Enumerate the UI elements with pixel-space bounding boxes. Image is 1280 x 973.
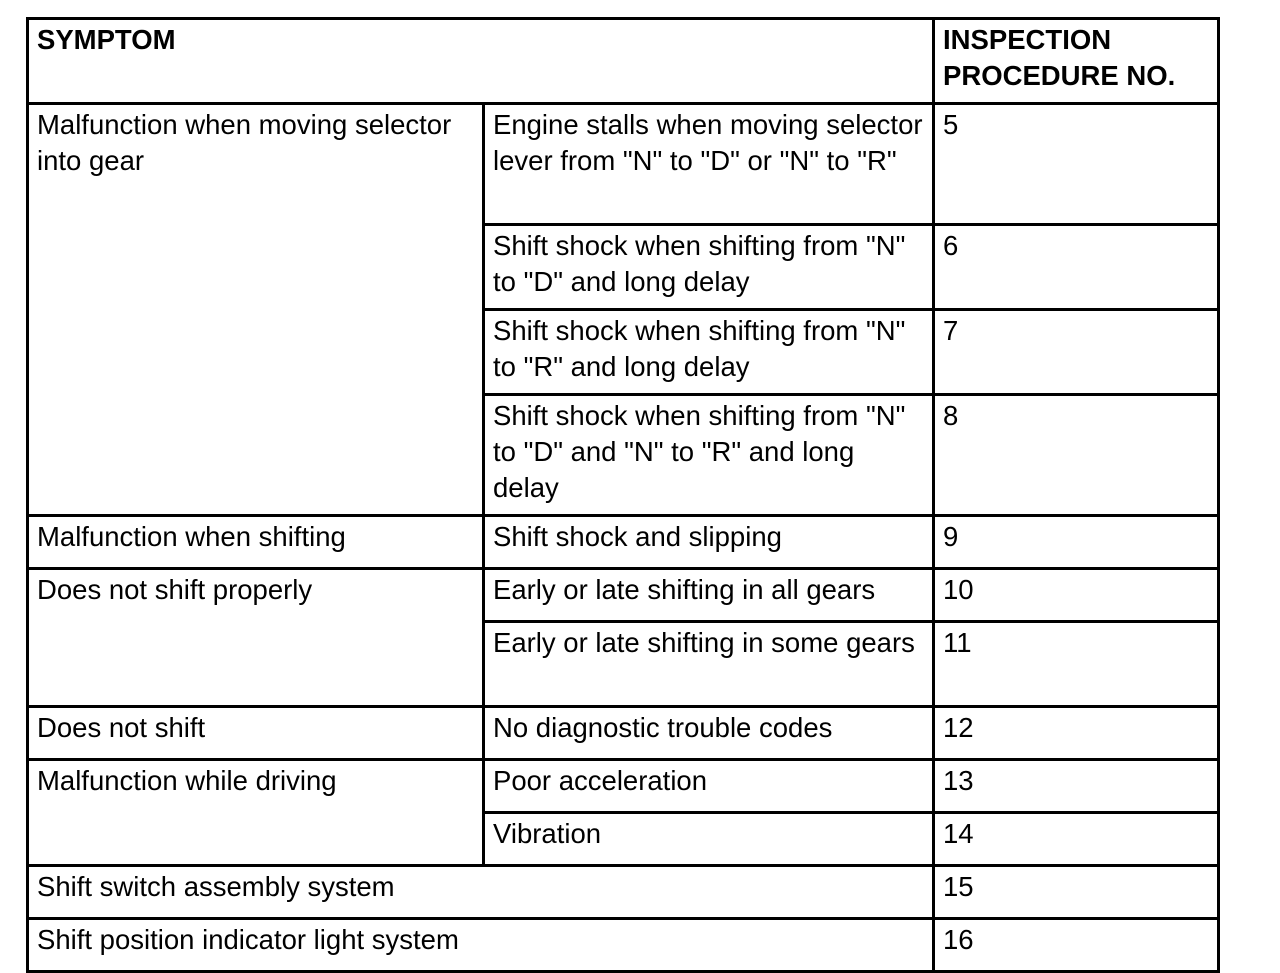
detail-cell: Poor acceleration — [484, 760, 934, 813]
detail-cell: Shift shock and slipping — [484, 516, 934, 569]
detail-cell: Shift shock when shifting from "N" to "D" and long delay — [484, 225, 934, 310]
procedure-number: 7 — [934, 310, 1219, 395]
symptom-cell: Malfunction when moving selector into gear — [28, 104, 484, 516]
procedure-number: 12 — [934, 707, 1219, 760]
header-row — [28, 19, 1219, 104]
symptom-cell: Shift switch assembly system — [28, 866, 934, 919]
procedure-number: 10 — [934, 569, 1219, 622]
symptom-cell: Malfunction when shifting — [28, 516, 484, 569]
procedure-number: 5 — [934, 104, 1219, 225]
symptom-header: SYMPTOM — [28, 19, 934, 104]
detail-cell: Shift shock when shifting from "N" to "R" and long delay — [484, 310, 934, 395]
table-row — [28, 104, 1219, 225]
table-row — [28, 707, 1219, 760]
symptom-cell: Malfunction while driving — [28, 760, 484, 866]
table-row — [28, 866, 1219, 919]
procedure-header: INSPECTION PROCEDURE NO. — [934, 19, 1219, 104]
procedure-number: 13 — [934, 760, 1219, 813]
symptom-cell: Does not shift properly — [28, 569, 484, 707]
detail-cell: Engine stalls when moving selector lever from "N" to "D" or "N" to "R" — [484, 104, 934, 225]
table-row — [28, 569, 1219, 622]
symptom-procedure-table — [26, 17, 1220, 973]
procedure-number: 15 — [934, 866, 1219, 919]
detail-cell: Early or late shifting in some gears — [484, 622, 934, 707]
symptom-cell: Shift position indicator light system — [28, 919, 934, 972]
table-row — [28, 760, 1219, 813]
detail-cell: Shift shock when shifting from "N" to "D" and "N" to "R" and long delay — [484, 395, 934, 516]
procedure-number: 9 — [934, 516, 1219, 569]
detail-cell: Early or late shifting in all gears — [484, 569, 934, 622]
procedure-number: 14 — [934, 813, 1219, 866]
table-row — [28, 516, 1219, 569]
procedure-number: 8 — [934, 395, 1219, 516]
detail-cell: No diagnostic trouble codes — [484, 707, 934, 760]
procedure-number: 11 — [934, 622, 1219, 707]
symptom-cell: Does not shift — [28, 707, 484, 760]
procedure-number: 6 — [934, 225, 1219, 310]
procedure-number: 16 — [934, 919, 1219, 972]
detail-cell: Vibration — [484, 813, 934, 866]
